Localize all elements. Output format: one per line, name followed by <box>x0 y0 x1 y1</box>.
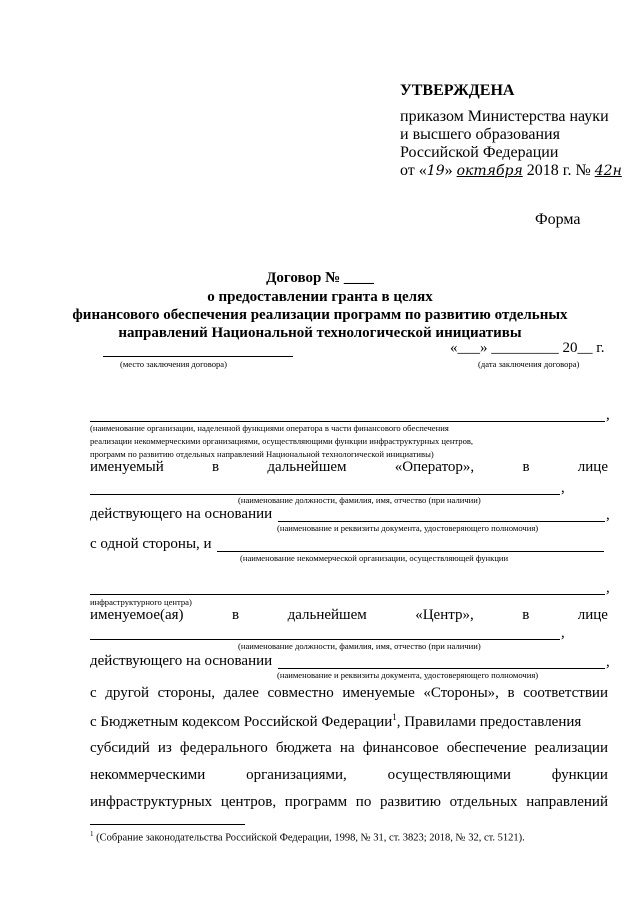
approval-line-2: и высшего образования <box>400 126 560 143</box>
title-line-2: о предоставлении гранта в целях <box>207 289 433 305</box>
center-representative-blank[interactable] <box>90 639 560 640</box>
body-line-5: инфраструктурных центров, программ по развитию отдельных направлений <box>90 794 608 810</box>
place-blank[interactable] <box>103 356 293 357</box>
doc-caption-2: (наименование и реквизиты документа, удостоверяющего полномочия) <box>277 670 539 680</box>
handwritten-number: 42н <box>594 163 622 179</box>
nco-name-blank-2[interactable] <box>90 594 605 595</box>
date-prefix: от « <box>400 162 427 179</box>
nco-name-blank[interactable] <box>217 551 604 552</box>
position-caption-2: (наименование должности, фамилия, имя, отчество (при наличии) <box>238 641 481 651</box>
one-side-label: с одной стороны, и <box>90 536 212 552</box>
named-operator-line: именуемый в дальнейшем «Оператор», в лице <box>90 459 608 475</box>
date-mid: » <box>444 162 453 179</box>
approval-line-1: приказом Министерства науки <box>400 108 609 125</box>
approval-date-line <box>400 162 622 180</box>
approval-title: УТВЕРЖДЕНА <box>400 82 515 99</box>
operator-document-blank[interactable] <box>278 521 605 522</box>
center-document-blank[interactable] <box>278 668 605 669</box>
footnote-divider <box>90 824 245 825</box>
date-caption: (дата заключения договора) <box>478 359 580 369</box>
approval-line-3: Российской Федерации <box>400 144 559 161</box>
operator-caption-2: реализации некоммерческими организациями, осуществляющими функции инфраструктурных центров, <box>90 436 474 446</box>
place-caption: (место заключения договора) <box>120 359 227 369</box>
named-center-line: именуемое(ая) в дальнейшем «Центр», в лице <box>90 607 608 623</box>
date-blank[interactable]: «___» _________ 20__ г. <box>450 340 605 356</box>
body-line-3: субсидий из федерального бюджета на финансовое обеспечение реализации <box>90 740 608 756</box>
acting-basis-2: действующего на основании <box>90 653 273 669</box>
title-line-4: направлений Национальной технологической инициативы <box>118 325 522 341</box>
footnote: $^1$ (Собрание законодательства Российской Федерации, 1998, № 31, ст. 3823; 2018, № 32, ст. 5121). <box>90 830 525 844</box>
doc-caption-1: (наименование и реквизиты документа, удостоверяющего полномочия) <box>277 523 539 533</box>
document-page: УТВЕРЖДЕНА приказом Министерства науки и высшего образования Российской Федерации от «19» октября 2018 г. № 42н Форма Договор № ____ о предоставлении гранта в целях финансового обеспечения реализации программ по развитию отдельных направлений Национальной технологической инициативы (место заключения договора) «___» _________ 20__ г. (дата заключения договора) , (наименование организации, наделенной функциями оператора в части финансового обеспечения реализации некоммерческими организациями, осуществляющими функции инфраструктурных центров, программ по развитию отдельных направлений Национальной технологической инициативы) именуемый в дальнейшем «Оператор», в лице , (наименование должности, фамилия, имя, отчество (при наличии) действующего на основании , (наименование и реквизиты документа, удостоверяющего полномочия) с одной стороны, и (наименование некоммерческой организации, осуществляющей функции , инфраструктурного центра) именуемое(ая) в дальнейшем «Центр», в лице , (наименование должности, фамилия, имя, отчество (при наличии) действующего на основании , (наименование и реквизиты документа, удостоверяющего полномочия) с другой стороны, далее совместно именуемые «Стороны», в соответствии с Бюджетным кодексом Российской Федерации$^1$, Правилами предоставления субсидий из федерального бюджета на финансовое обеспечение реализации некоммерческими организациями, осуществляющими функции инфраструктурных центров, программ по развитию отдельных направлений $^1$ (Собрание законодательства Российской Федерации, 1998, № 31, ст. 3823; 2018, № 32, ст. 5121). <box>0 0 640 905</box>
nco-caption-2: инфраструктурного центра) <box>90 597 192 607</box>
body-line-1: с другой стороны, далее совместно именуемые «Стороны», в соответствии <box>90 685 608 701</box>
title-line-3: финансового обеспечения реализации программ по развитию отдельных <box>72 307 568 323</box>
body-line-4: некоммерческими организациями, осуществляющими функции <box>90 767 608 783</box>
operator-caption-1: (наименование организации, наделенной функциями оператора в части финансового обеспечения <box>90 423 449 433</box>
position-caption-1: (наименование должности, фамилия, имя, отчество (при наличии) <box>238 495 481 505</box>
acting-basis-1: действующего на основании <box>90 506 273 522</box>
handwritten-day: 19 <box>426 163 445 179</box>
operator-caption-3: программ по развитию отдельных направлений Национальной технологической инициативы) <box>90 449 434 459</box>
nco-caption: (наименование некоммерческой организации, осуществляющей функции <box>240 553 509 563</box>
date-year: 2018 г. № <box>526 162 591 179</box>
contract-title: Договор № ____ <box>266 270 374 286</box>
form-label: Форма <box>535 211 581 228</box>
operator-name-blank[interactable] <box>90 421 605 422</box>
body-line-2: с Бюджетным кодексом Российской Федерации$^1$, Правилами предоставления <box>90 712 582 730</box>
handwritten-month: октября <box>456 163 523 179</box>
